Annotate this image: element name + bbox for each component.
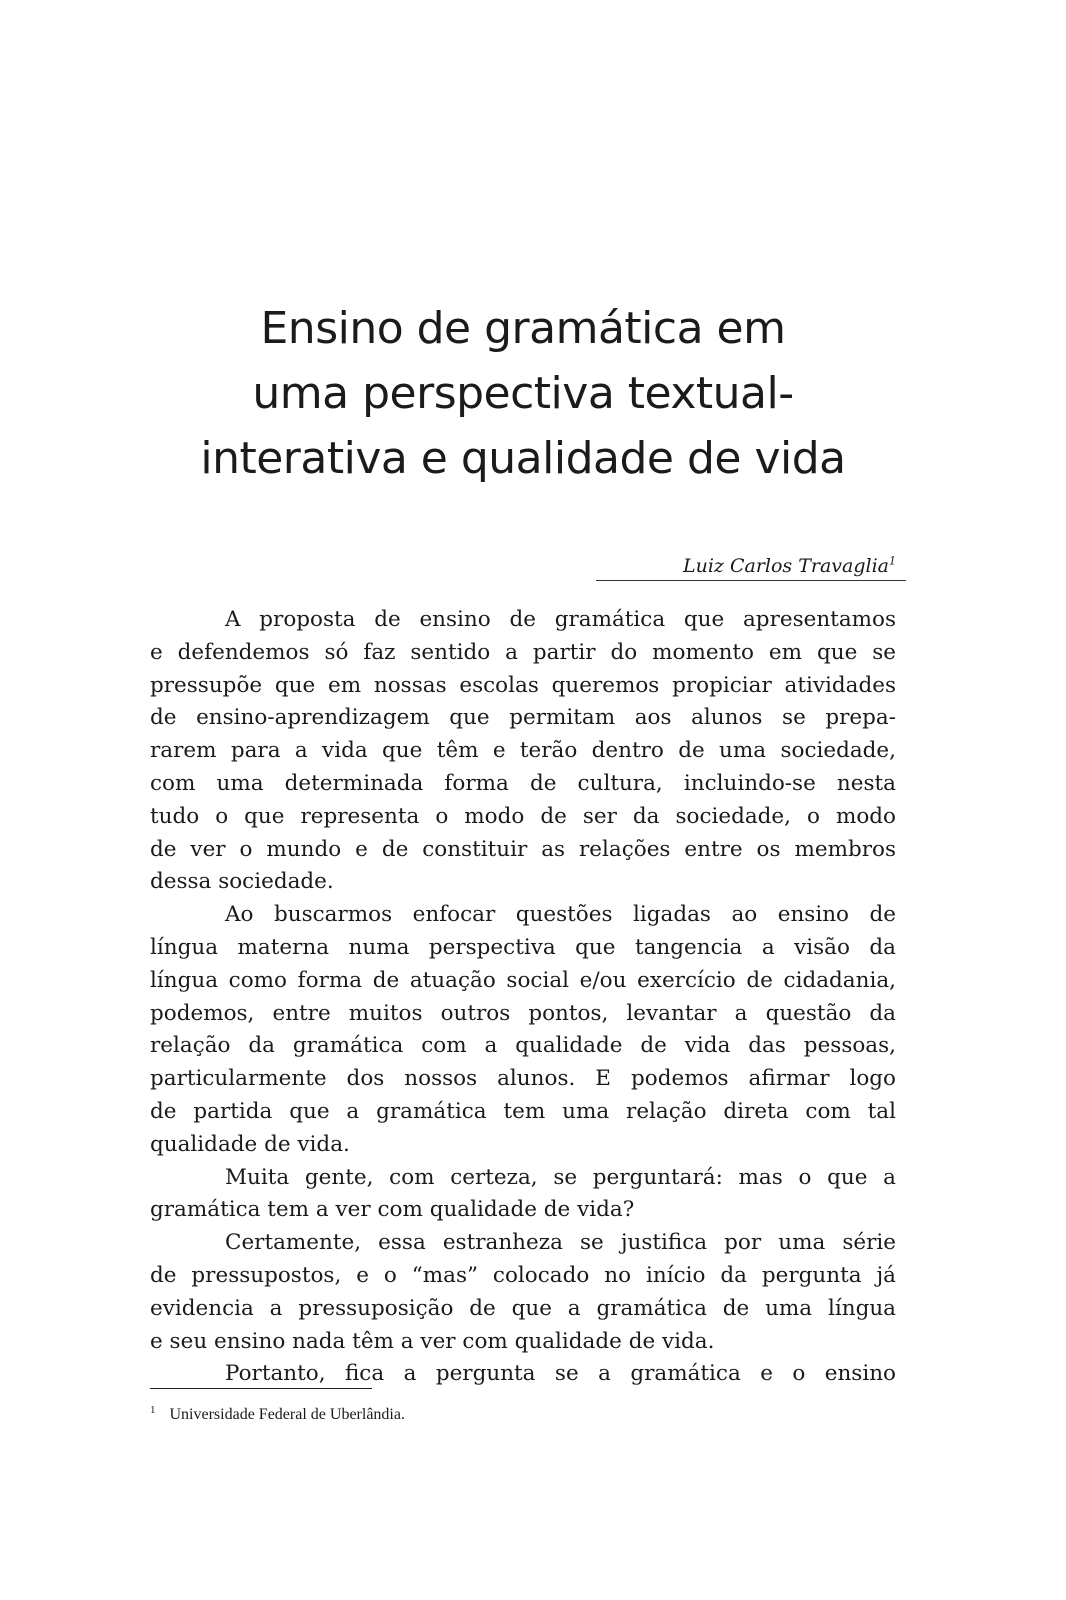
paragraph [150, 1358, 896, 1391]
chapter-title-line: Ensino de gramática em [260, 303, 786, 354]
text-line: e seu ensino nada têm a ver com qualidade de vida. [150, 1328, 715, 1354]
author-line [596, 554, 906, 581]
text-line: e defendemos só faz sentido a partir do momento em que se [150, 639, 896, 665]
text-line: A proposta de ensino de gramática que apresentamos [225, 607, 896, 632]
body-text [150, 604, 896, 1391]
author-name [683, 554, 896, 578]
text-line: língua como forma de atuação social e/ou exercício de cidadania, [150, 967, 896, 993]
text-line: de ver o mundo e de constituir as relações entre os membros [150, 836, 896, 862]
text-line: tudo o que representa o modo de ser da sociedade, o modo [150, 803, 896, 829]
chapter-title [150, 296, 896, 491]
footnote [150, 1404, 405, 1426]
text-line: língua materna numa perspectiva que tangencia a visão da [150, 934, 896, 960]
text-line: Muita gente, com certeza, se perguntará: mas o que a [225, 1164, 896, 1190]
text-line: Certamente, essa estranheza se justifica por uma série [225, 1230, 896, 1256]
text-line: de pressupostos, e o “mas” colocado no início da pergunta já [150, 1262, 896, 1288]
text-line: com uma determinada forma de cultura, incluindo-se nesta [150, 770, 896, 796]
text-line: rarem para a vida que têm e terão dentro de uma sociedade, [150, 738, 896, 764]
text-line: dessa sociedade. [150, 869, 334, 895]
paragraph [150, 1227, 896, 1358]
text-line: relação da gramática com a qualidade de vida das pessoas, [150, 1033, 896, 1059]
text-line: Ao buscarmos enfocar questões ligadas ao ensino de [225, 902, 896, 928]
footnote-divider [150, 1388, 372, 1389]
text-line: de partida que a gramática tem uma relação direta com tal [150, 1098, 896, 1124]
text-line: podemos, entre muitos outros pontos, levantar a questão da [150, 1000, 896, 1026]
author-footnote-mark: 1 [889, 554, 896, 568]
text-line: qualidade de vida. [150, 1131, 350, 1157]
text-line: gramática tem a ver com qualidade de vida? [150, 1197, 635, 1223]
author-name-text: Luiz Carlos Travaglia [682, 555, 889, 577]
text-line: evidencia a pressuposição de que a gramática de uma língua [150, 1295, 896, 1321]
chapter-title-line: interativa e qualidade de vida [200, 433, 846, 484]
paragraph [150, 899, 896, 1161]
text-line: Portanto, fica a pergunta se a gramática e o ensino [225, 1361, 896, 1387]
text-line: particularmente dos nossos alunos. E podemos afirmar logo [150, 1066, 896, 1092]
text-line: pressupõe que em nossas escolas queremos propiciar atividades [150, 672, 896, 698]
chapter-title-line: uma perspectiva textual- [252, 368, 794, 419]
footnote-text: Universidade Federal de Uberlândia. [169, 1406, 405, 1423]
text-line: de ensino-aprendizagem que permitam aos alunos se prepa- [150, 705, 896, 731]
footnote-number: 1 [150, 1403, 156, 1416]
paragraph [150, 1162, 896, 1228]
paragraph [150, 604, 896, 899]
